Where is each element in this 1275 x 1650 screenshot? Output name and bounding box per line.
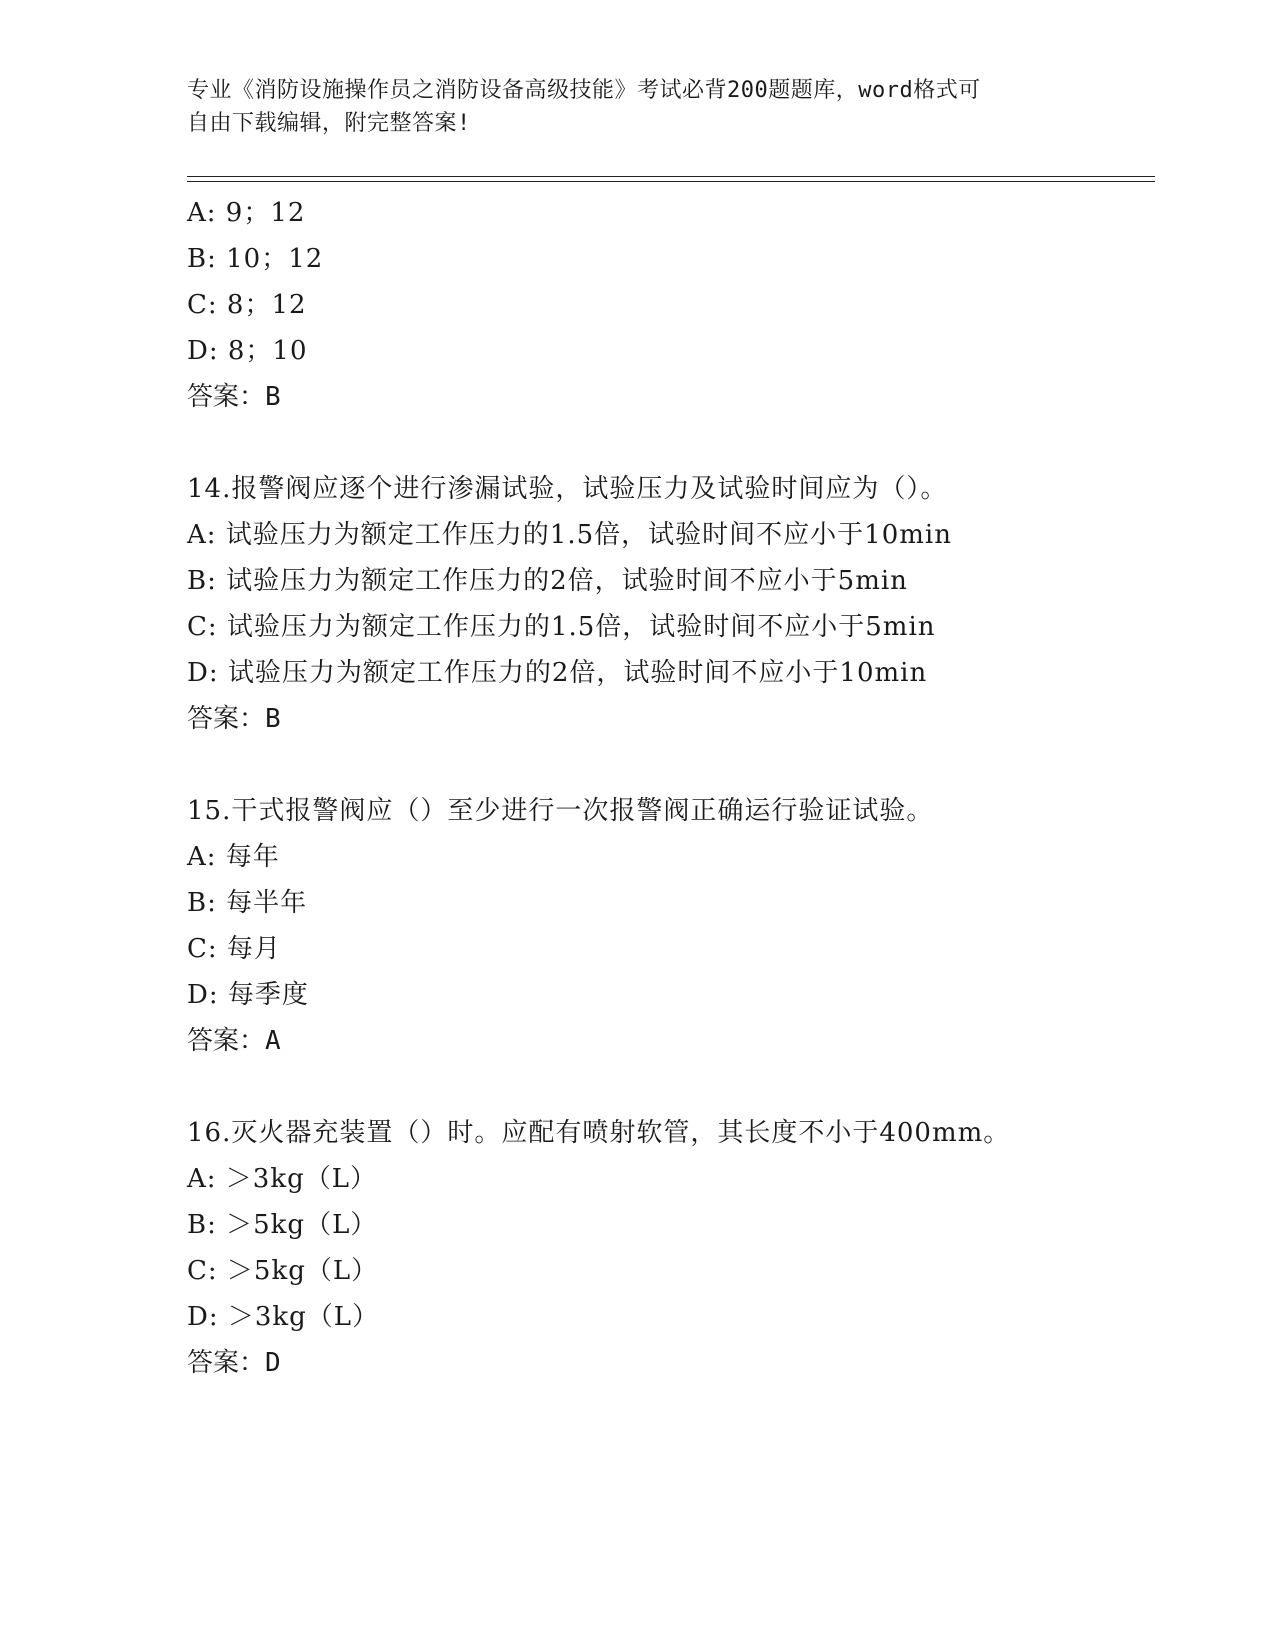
document-header bbox=[187, 74, 1067, 140]
question-stem: 15.干式报警阀应（）至少进行一次报警阀正确运行验证试验。 bbox=[187, 796, 934, 826]
question-14 bbox=[187, 466, 1155, 742]
answer-line: 答案：B bbox=[187, 382, 281, 412]
question-stem: 16.灭火器充装置（）时。应配有喷射软管，其长度不小于400mm。 bbox=[187, 1118, 1011, 1148]
option-a: A: 9；12 bbox=[187, 198, 306, 228]
answer-line: 答案：A bbox=[187, 1026, 281, 1056]
option-d: D: 每季度 bbox=[187, 980, 309, 1010]
question-list bbox=[187, 190, 1155, 1386]
header-line-2: 自由下载编辑，附完整答案! bbox=[187, 111, 471, 136]
option-c: C: 8；12 bbox=[187, 290, 307, 320]
option-d: D: ＞3kg（L） bbox=[187, 1302, 380, 1332]
answer-line: 答案：D bbox=[187, 1348, 281, 1378]
option-b: B: 每半年 bbox=[187, 888, 308, 918]
spacer bbox=[187, 420, 1155, 466]
spacer bbox=[187, 742, 1155, 788]
option-c: C: 试验压力为额定工作压力的1.5倍，试验时间不应小于5min bbox=[187, 612, 936, 642]
option-a: A: 每年 bbox=[187, 842, 280, 872]
option-b: B: 10；12 bbox=[187, 244, 324, 274]
question-16 bbox=[187, 1110, 1155, 1386]
option-b: B: 试验压力为额定工作压力的2倍，试验时间不应小于5min bbox=[187, 566, 908, 596]
option-d: D: 试验压力为额定工作压力的2倍，试验时间不应小于10min bbox=[187, 658, 928, 688]
question-15 bbox=[187, 788, 1155, 1064]
option-c: C: ＞5kg（L） bbox=[187, 1256, 379, 1286]
header-line-1: 专业《消防设施操作员之消防设备高级技能》考试必背200题题库，word格式可 bbox=[187, 78, 981, 103]
header-rule-bottom bbox=[187, 181, 1155, 182]
option-b: B: ＞5kg（L） bbox=[187, 1210, 378, 1240]
option-c: C: 每月 bbox=[187, 934, 281, 964]
spacer bbox=[187, 1064, 1155, 1110]
option-a: A: 试验压力为额定工作压力的1.5倍，试验时间不应小于10min bbox=[187, 520, 952, 550]
option-a: A: ＞3kg（L） bbox=[187, 1164, 378, 1194]
question-13-continued bbox=[187, 190, 1155, 420]
option-d: D: 8；10 bbox=[187, 336, 308, 366]
answer-line: 答案：B bbox=[187, 704, 281, 734]
question-stem: 14.报警阀应逐个进行渗漏试验，试验压力及试验时间应为（）。 bbox=[187, 474, 948, 504]
header-rule-top bbox=[187, 176, 1155, 177]
